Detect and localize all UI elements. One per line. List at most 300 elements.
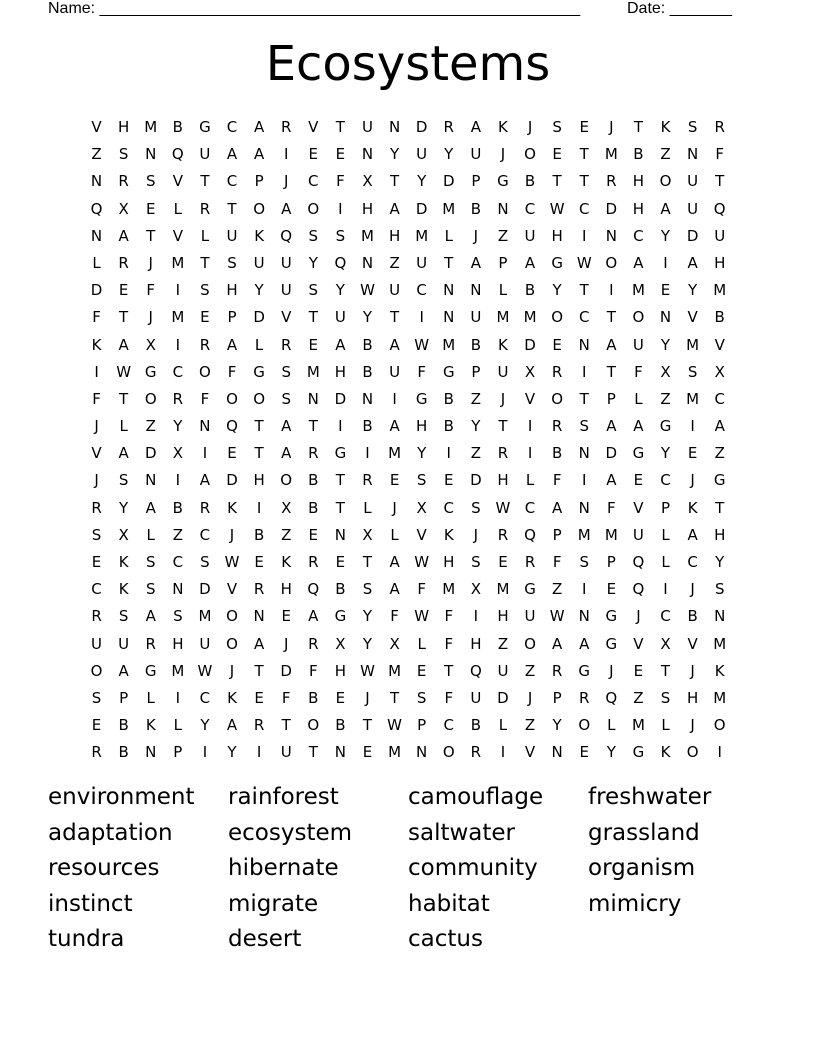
- grid-letter[interactable]: A: [389, 553, 400, 571]
- grid-letter[interactable]: Y: [335, 281, 345, 300]
- grid-letter[interactable]: A: [335, 335, 346, 354]
- grid-letter[interactable]: I: [663, 580, 668, 599]
- grid-letter[interactable]: G: [334, 607, 347, 626]
- grid-letter[interactable]: H: [226, 281, 238, 300]
- grid-letter[interactable]: A: [253, 145, 265, 164]
- grid-letter[interactable]: P: [606, 553, 616, 571]
- grid-letter[interactable]: I: [175, 688, 181, 707]
- grid-letter[interactable]: L: [525, 471, 535, 490]
- grid-letter[interactable]: A: [253, 634, 265, 653]
- grid-letter[interactable]: A: [226, 335, 238, 354]
- grid-letter[interactable]: I: [338, 199, 343, 218]
- grid-letter[interactable]: T: [660, 661, 671, 680]
- grid-letter[interactable]: O: [307, 716, 320, 735]
- grid-letter[interactable]: G: [334, 444, 347, 463]
- grid-letter[interactable]: K: [660, 743, 671, 762]
- grid-letter[interactable]: J: [94, 471, 99, 490]
- grid-letter[interactable]: A: [389, 335, 400, 354]
- grid-letter[interactable]: A: [660, 199, 671, 218]
- grid-letter[interactable]: N: [388, 118, 401, 136]
- grid-letter[interactable]: D: [280, 661, 292, 680]
- grid-letter[interactable]: R: [308, 444, 319, 463]
- grid-letter[interactable]: E: [91, 716, 102, 735]
- grid-letter[interactable]: E: [687, 444, 698, 463]
- grid-letter[interactable]: C: [524, 498, 536, 517]
- grid-letter[interactable]: K: [227, 688, 237, 707]
- grid-letter[interactable]: E: [335, 145, 346, 164]
- grid-letter[interactable]: S: [471, 498, 481, 517]
- grid-letter[interactable]: U: [524, 607, 536, 626]
- grid-letter[interactable]: T: [606, 308, 616, 327]
- grid-letter[interactable]: C: [524, 199, 536, 218]
- grid-letter[interactable]: U: [118, 634, 130, 653]
- grid-letter[interactable]: T: [498, 417, 508, 436]
- grid-letter[interactable]: E: [389, 471, 400, 490]
- grid-letter[interactable]: E: [606, 580, 617, 599]
- grid-letter[interactable]: C: [172, 362, 184, 381]
- grid-letter[interactable]: R: [470, 743, 482, 762]
- grid-letter[interactable]: U: [199, 145, 211, 164]
- grid-letter[interactable]: W: [116, 362, 132, 381]
- grid-letter[interactable]: L: [119, 417, 128, 436]
- grid-letter[interactable]: F: [92, 389, 101, 408]
- grid-letter[interactable]: L: [200, 226, 210, 245]
- grid-letter[interactable]: E: [254, 553, 264, 571]
- grid-letter[interactable]: A: [226, 145, 238, 164]
- grid-letter[interactable]: I: [175, 335, 181, 354]
- grid-letter[interactable]: J: [690, 661, 695, 680]
- grid-letter[interactable]: R: [199, 199, 211, 218]
- grid-letter[interactable]: R: [199, 335, 211, 354]
- grid-letter[interactable]: V: [91, 118, 102, 136]
- grid-letter[interactable]: F: [444, 688, 454, 707]
- grid-letter[interactable]: Y: [552, 281, 562, 300]
- grid-letter[interactable]: A: [145, 607, 156, 626]
- grid-letter[interactable]: N: [659, 308, 672, 327]
- grid-letter[interactable]: O: [307, 199, 320, 218]
- grid-letter[interactable]: O: [605, 253, 618, 272]
- grid-letter[interactable]: M: [523, 308, 537, 327]
- grid-letter[interactable]: I: [283, 145, 289, 164]
- grid-letter[interactable]: J: [148, 253, 153, 272]
- grid-letter[interactable]: M: [198, 607, 212, 626]
- grid-letter[interactable]: X: [118, 199, 129, 218]
- grid-letter[interactable]: V: [524, 389, 536, 408]
- grid-letter[interactable]: R: [280, 335, 292, 354]
- grid-letter[interactable]: Y: [389, 145, 400, 164]
- grid-letter[interactable]: S: [335, 226, 346, 245]
- grid-letter[interactable]: F: [715, 145, 725, 164]
- grid-letter[interactable]: M: [442, 335, 456, 354]
- grid-letter[interactable]: P: [254, 172, 264, 191]
- grid-letter[interactable]: D: [605, 199, 618, 218]
- grid-letter[interactable]: Z: [470, 389, 481, 408]
- grid-letter[interactable]: U: [524, 226, 536, 245]
- grid-letter[interactable]: R: [253, 580, 265, 599]
- grid-letter[interactable]: U: [280, 281, 292, 300]
- grid-letter[interactable]: C: [443, 716, 454, 735]
- grid-letter[interactable]: N: [578, 335, 590, 354]
- grid-letter[interactable]: Q: [226, 417, 238, 436]
- grid-letter[interactable]: D: [90, 281, 103, 300]
- grid-letter[interactable]: A: [687, 253, 698, 272]
- grid-letter[interactable]: E: [227, 444, 237, 463]
- grid-letter[interactable]: B: [362, 417, 373, 436]
- grid-letter[interactable]: M: [686, 389, 700, 408]
- grid-letter[interactable]: L: [173, 199, 182, 218]
- grid-letter[interactable]: C: [172, 553, 184, 571]
- grid-letter[interactable]: C: [416, 281, 427, 300]
- grid-letter[interactable]: C: [199, 688, 211, 707]
- grid-letter[interactable]: E: [118, 281, 129, 300]
- grid-letter[interactable]: H: [334, 362, 347, 381]
- grid-letter[interactable]: Y: [254, 281, 264, 300]
- grid-letter[interactable]: M: [442, 199, 456, 218]
- grid-letter[interactable]: E: [91, 553, 102, 571]
- grid-letter[interactable]: O: [524, 145, 536, 164]
- grid-letter[interactable]: K: [498, 118, 508, 136]
- grid-letter[interactable]: Z: [660, 389, 671, 408]
- grid-letter[interactable]: R: [118, 172, 129, 191]
- grid-letter[interactable]: L: [634, 389, 643, 408]
- grid-letter[interactable]: Z: [552, 580, 563, 599]
- grid-letter[interactable]: P: [471, 172, 481, 191]
- grid-letter[interactable]: L: [661, 553, 670, 571]
- grid-letter[interactable]: W: [495, 498, 511, 517]
- grid-letter[interactable]: R: [497, 525, 509, 544]
- grid-letter[interactable]: N: [90, 226, 103, 245]
- grid-letter[interactable]: B: [470, 716, 481, 735]
- grid-letter[interactable]: P: [606, 389, 616, 408]
- grid-letter[interactable]: I: [473, 607, 479, 626]
- grid-letter[interactable]: V: [226, 580, 238, 599]
- grid-letter[interactable]: C: [660, 471, 671, 490]
- grid-letter[interactable]: H: [361, 199, 374, 218]
- grid-letter[interactable]: F: [417, 580, 426, 599]
- grid-letter[interactable]: U: [226, 226, 238, 245]
- grid-letter[interactable]: R: [308, 634, 319, 653]
- grid-letter[interactable]: Z: [389, 253, 400, 272]
- grid-letter[interactable]: I: [582, 580, 587, 599]
- grid-letter[interactable]: M: [388, 444, 402, 463]
- grid-letter[interactable]: T: [362, 716, 373, 735]
- grid-letter[interactable]: M: [388, 661, 402, 680]
- grid-letter[interactable]: S: [173, 607, 183, 626]
- grid-letter[interactable]: B: [118, 743, 129, 762]
- grid-letter[interactable]: I: [663, 253, 668, 272]
- grid-letter[interactable]: B: [714, 308, 725, 327]
- grid-letter[interactable]: U: [497, 661, 509, 680]
- grid-letter[interactable]: G: [524, 580, 536, 599]
- grid-letter[interactable]: S: [362, 580, 373, 599]
- grid-letter[interactable]: M: [713, 281, 727, 300]
- grid-letter[interactable]: M: [631, 281, 645, 300]
- grid-letter[interactable]: E: [498, 553, 508, 571]
- grid-letter[interactable]: S: [308, 281, 319, 300]
- grid-letter[interactable]: N: [145, 145, 157, 164]
- grid-letter[interactable]: S: [91, 688, 102, 707]
- grid-letter[interactable]: P: [552, 525, 562, 544]
- grid-letter[interactable]: I: [202, 444, 208, 463]
- grid-letter[interactable]: A: [118, 335, 129, 354]
- grid-letter[interactable]: T: [389, 688, 400, 707]
- grid-letter[interactable]: S: [91, 525, 102, 544]
- grid-letter[interactable]: C: [308, 172, 319, 191]
- grid-letter[interactable]: E: [335, 553, 346, 571]
- grid-letter[interactable]: V: [687, 634, 698, 653]
- grid-letter[interactable]: U: [280, 253, 292, 272]
- grid-letter[interactable]: O: [659, 172, 672, 191]
- grid-letter[interactable]: N: [443, 281, 455, 300]
- grid-letter[interactable]: O: [144, 389, 157, 408]
- grid-letter[interactable]: D: [334, 389, 347, 408]
- grid-letter[interactable]: Q: [469, 661, 482, 680]
- grid-letter[interactable]: O: [551, 389, 564, 408]
- grid-letter[interactable]: N: [361, 253, 374, 272]
- grid-letter[interactable]: J: [690, 716, 695, 735]
- grid-letter[interactable]: T: [119, 389, 129, 408]
- grid-letter[interactable]: A: [633, 253, 644, 272]
- grid-letter[interactable]: L: [661, 525, 670, 544]
- grid-letter[interactable]: N: [307, 389, 319, 408]
- grid-letter[interactable]: K: [714, 661, 725, 680]
- grid-letter[interactable]: Y: [362, 634, 373, 653]
- grid-letter[interactable]: U: [497, 362, 509, 381]
- grid-letter[interactable]: O: [90, 661, 103, 680]
- grid-letter[interactable]: G: [144, 661, 157, 680]
- grid-letter[interactable]: D: [226, 471, 238, 490]
- grid-letter[interactable]: A: [308, 607, 319, 626]
- grid-letter[interactable]: P: [173, 743, 183, 762]
- grid-letter[interactable]: F: [552, 471, 562, 490]
- grid-letter[interactable]: U: [389, 362, 401, 381]
- grid-letter[interactable]: X: [335, 634, 346, 653]
- grid-letter[interactable]: Z: [145, 417, 156, 436]
- grid-letter[interactable]: Y: [417, 172, 427, 191]
- grid-letter[interactable]: I: [419, 308, 424, 327]
- grid-letter[interactable]: A: [118, 444, 129, 463]
- grid-letter[interactable]: Y: [119, 498, 129, 517]
- grid-letter[interactable]: T: [308, 417, 318, 436]
- grid-letter[interactable]: F: [552, 553, 562, 571]
- grid-letter[interactable]: S: [687, 362, 698, 381]
- grid-letter[interactable]: B: [335, 580, 346, 599]
- grid-letter[interactable]: X: [660, 362, 671, 381]
- grid-letter[interactable]: C: [687, 553, 698, 571]
- grid-letter[interactable]: Z: [714, 444, 725, 463]
- grid-letter[interactable]: A: [633, 417, 644, 436]
- grid-letter[interactable]: Z: [497, 226, 509, 245]
- grid-letter[interactable]: A: [145, 498, 156, 517]
- grid-letter[interactable]: I: [609, 281, 614, 300]
- grid-letter[interactable]: O: [199, 362, 211, 381]
- grid-letter[interactable]: I: [94, 362, 99, 381]
- grid-letter[interactable]: C: [226, 118, 238, 136]
- grid-letter[interactable]: N: [90, 172, 103, 191]
- grid-letter[interactable]: I: [365, 444, 370, 463]
- grid-letter[interactable]: T: [200, 253, 210, 272]
- grid-letter[interactable]: W: [414, 607, 430, 626]
- grid-letter[interactable]: G: [632, 444, 645, 463]
- grid-letter[interactable]: T: [606, 362, 616, 381]
- grid-letter[interactable]: F: [336, 172, 345, 191]
- grid-letter[interactable]: Z: [660, 145, 671, 164]
- grid-letter[interactable]: F: [308, 661, 318, 680]
- grid-letter[interactable]: G: [659, 417, 672, 436]
- grid-letter[interactable]: T: [579, 389, 589, 408]
- grid-letter[interactable]: J: [229, 661, 235, 680]
- grid-letter[interactable]: D: [442, 172, 455, 191]
- grid-letter[interactable]: Y: [417, 444, 427, 463]
- grid-letter[interactable]: P: [552, 688, 562, 707]
- grid-letter[interactable]: K: [145, 716, 156, 735]
- grid-letter[interactable]: B: [470, 199, 481, 218]
- grid-letter[interactable]: Y: [660, 444, 671, 463]
- grid-letter[interactable]: E: [335, 688, 346, 707]
- grid-letter[interactable]: U: [280, 743, 292, 762]
- grid-letter[interactable]: D: [144, 444, 157, 463]
- grid-letter[interactable]: J: [609, 661, 614, 680]
- grid-letter[interactable]: B: [362, 335, 373, 354]
- grid-letter[interactable]: S: [227, 253, 237, 272]
- grid-letter[interactable]: Q: [524, 525, 536, 544]
- grid-letter[interactable]: G: [253, 362, 265, 381]
- grid-letter[interactable]: I: [202, 743, 208, 762]
- grid-letter[interactable]: M: [577, 525, 591, 544]
- grid-letter[interactable]: U: [687, 172, 699, 191]
- grid-letter[interactable]: N: [578, 444, 590, 463]
- grid-letter[interactable]: U: [361, 118, 373, 136]
- grid-letter[interactable]: B: [253, 525, 265, 544]
- grid-letter[interactable]: T: [444, 661, 454, 680]
- grid-letter[interactable]: M: [361, 226, 374, 245]
- grid-letter[interactable]: E: [308, 145, 319, 164]
- grid-letter[interactable]: J: [690, 580, 695, 599]
- grid-letter[interactable]: N: [361, 389, 374, 408]
- grid-letter[interactable]: W: [549, 607, 565, 626]
- grid-letter[interactable]: S: [118, 145, 129, 164]
- grid-letter[interactable]: S: [416, 471, 427, 490]
- grid-letter[interactable]: T: [389, 172, 400, 191]
- grid-letter[interactable]: A: [552, 498, 563, 517]
- grid-letter[interactable]: A: [714, 417, 725, 436]
- grid-letter[interactable]: N: [605, 226, 617, 245]
- grid-letter[interactable]: B: [443, 417, 454, 436]
- grid-letter[interactable]: D: [415, 199, 428, 218]
- grid-letter[interactable]: X: [416, 498, 427, 517]
- grid-letter[interactable]: V: [308, 118, 319, 136]
- grid-letter[interactable]: A: [524, 253, 536, 272]
- grid-letter[interactable]: T: [389, 308, 400, 327]
- grid-letter[interactable]: X: [172, 444, 183, 463]
- grid-letter[interactable]: O: [686, 743, 699, 762]
- grid-letter[interactable]: M: [144, 118, 158, 136]
- grid-letter[interactable]: G: [442, 362, 455, 381]
- grid-letter[interactable]: F: [444, 634, 454, 653]
- grid-letter[interactable]: M: [306, 362, 320, 381]
- grid-letter[interactable]: A: [389, 580, 400, 599]
- grid-letter[interactable]: X: [470, 580, 481, 599]
- grid-letter[interactable]: R: [579, 688, 590, 707]
- grid-letter[interactable]: Q: [605, 688, 618, 707]
- grid-letter[interactable]: M: [388, 743, 402, 762]
- grid-letter[interactable]: L: [363, 498, 372, 517]
- grid-letter[interactable]: U: [199, 634, 211, 653]
- grid-letter[interactable]: D: [497, 688, 509, 707]
- grid-letter[interactable]: W: [414, 553, 430, 571]
- grid-letter[interactable]: Q: [280, 226, 293, 245]
- grid-letter[interactable]: Q: [713, 199, 726, 218]
- grid-letter[interactable]: V: [91, 444, 102, 463]
- grid-letter[interactable]: K: [498, 335, 508, 354]
- grid-letter[interactable]: R: [145, 634, 156, 653]
- grid-letter[interactable]: E: [444, 471, 454, 490]
- grid-letter[interactable]: A: [281, 417, 292, 436]
- grid-letter[interactable]: B: [362, 362, 373, 381]
- grid-letter[interactable]: I: [338, 417, 343, 436]
- grid-letter[interactable]: C: [578, 199, 590, 218]
- grid-letter[interactable]: A: [389, 417, 400, 436]
- grid-letter[interactable]: E: [633, 471, 644, 490]
- grid-letter[interactable]: G: [497, 172, 509, 191]
- grid-letter[interactable]: Q: [632, 553, 645, 571]
- grid-letter[interactable]: M: [713, 688, 727, 707]
- grid-letter[interactable]: H: [470, 634, 482, 653]
- grid-letter[interactable]: A: [118, 661, 129, 680]
- grid-letter[interactable]: A: [606, 471, 617, 490]
- grid-letter[interactable]: U: [91, 634, 103, 653]
- grid-letter[interactable]: C: [714, 389, 725, 408]
- grid-letter[interactable]: A: [253, 118, 265, 136]
- grid-letter[interactable]: N: [334, 525, 346, 544]
- grid-letter[interactable]: I: [175, 281, 181, 300]
- grid-letter[interactable]: B: [172, 118, 183, 136]
- grid-letter[interactable]: K: [660, 118, 671, 136]
- grid-letter[interactable]: T: [146, 226, 156, 245]
- grid-letter[interactable]: N: [416, 743, 428, 762]
- grid-letter[interactable]: T: [254, 417, 264, 436]
- grid-letter[interactable]: U: [389, 281, 401, 300]
- grid-letter[interactable]: M: [631, 716, 645, 735]
- grid-letter[interactable]: Y: [471, 417, 481, 436]
- grid-letter[interactable]: F: [417, 362, 426, 381]
- grid-letter[interactable]: P: [417, 716, 427, 735]
- grid-letter[interactable]: P: [119, 688, 129, 707]
- grid-letter[interactable]: O: [280, 471, 293, 490]
- grid-letter[interactable]: R: [497, 444, 509, 463]
- grid-letter[interactable]: V: [172, 226, 183, 245]
- grid-letter[interactable]: Q: [632, 580, 645, 599]
- grid-letter[interactable]: F: [200, 389, 210, 408]
- grid-letter[interactable]: N: [199, 417, 211, 436]
- grid-letter[interactable]: E: [308, 525, 319, 544]
- grid-letter[interactable]: H: [686, 688, 699, 707]
- grid-letter[interactable]: B: [470, 335, 481, 354]
- grid-letter[interactable]: K: [443, 525, 454, 544]
- grid-letter[interactable]: C: [91, 580, 102, 599]
- grid-letter[interactable]: B: [335, 716, 346, 735]
- grid-letter[interactable]: U: [470, 688, 482, 707]
- grid-letter[interactable]: R: [714, 118, 725, 136]
- grid-letter[interactable]: E: [552, 145, 562, 164]
- grid-letter[interactable]: C: [633, 226, 644, 245]
- grid-letter[interactable]: W: [197, 661, 213, 680]
- grid-letter[interactable]: F: [227, 362, 237, 381]
- grid-letter[interactable]: V: [714, 335, 725, 354]
- grid-letter[interactable]: T: [308, 308, 318, 327]
- grid-letter[interactable]: S: [416, 688, 427, 707]
- grid-letter[interactable]: R: [91, 498, 102, 517]
